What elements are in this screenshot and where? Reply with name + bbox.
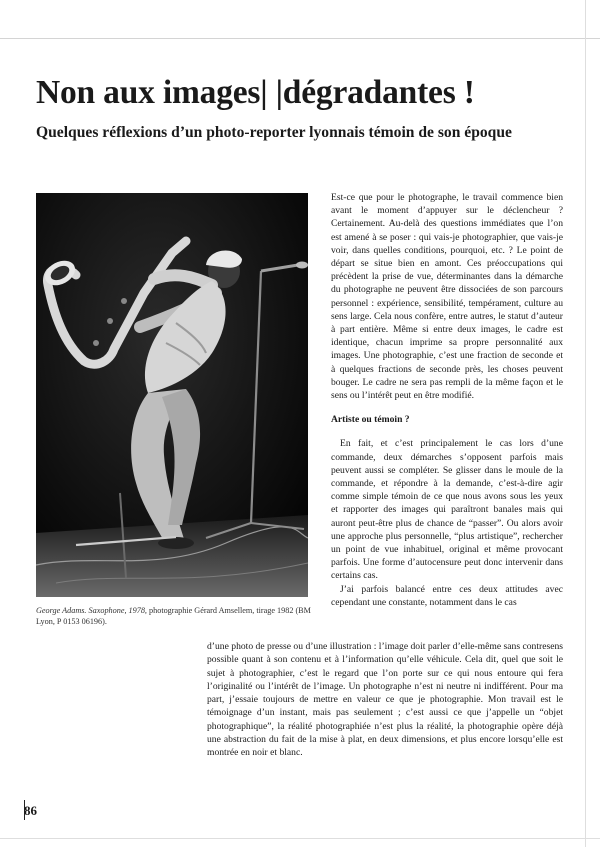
article-title: Non aux images| |dégradantes !: [36, 74, 475, 111]
saxophonist-photo: [36, 193, 308, 597]
page-edge-right: [585, 0, 586, 847]
saxophonist-illustration: [36, 193, 308, 597]
article-subtitle: Quelques réflexions d’un photo-reporter lyonnais témoin de son époque: [36, 124, 512, 141]
main-text-column: [331, 191, 563, 609]
body-paragraph-2: En fait, et c’est principalement le cas lors d’une commande, deux démarches s’opposent parfois mais peuvent aussi se compléter. Se glisser dans le moule de la commande, et répondre à la demande, c’est-à-dire agir comme simple témoin de ce que nous avons sous les yeux et rapporter des images qui paraîtront banales mais qui auront peut-être plus de chance de “passer”. Ou alors avoir une approche plus personnelle, “plus artistique”, rechercher un point de vue inhabituel, original et même provocant parfois. Une forme d’autocensure peut donc intervenir dans certains cas.: [331, 438, 563, 582]
body-paragraph-1: Est-ce que pour le photographe, le travail commence bien avant le moment d’appuyer sur le déclencheur ? Certainement. Au-delà des questions immédiates que l’on est amené à se poser : qui vais-je photographier, que vais-je voir, dans quelles conditions, pourquoi, etc. ? Le point de départ se situe bien en amont. Ces préoccupations qui précèdent la prise de vue, déterminantes dans la démarche du photographe ne peuvent être dissociées de son parcours personnel : expérience, sensibilité, tempérament, culture au sens large. Cela nous confère, entre autres, le statut d’auteur à part entière. Même si entre deux images, le cadre est identique, chacun imprime sa propre personnalité aux images. Une photographie, c’est une fraction de seconde et à quelques fractions de seconde près, les choses peuvent bouger. Le cadre ne sera pas rempli de la même façon et le sens ou l’intérêt peut en être modifié.: [331, 192, 563, 402]
photo-caption: [36, 605, 326, 627]
section-heading: Artiste ou témoin ?: [331, 414, 410, 426]
body-paragraph-3-continued: d’une photo de presse ou d’une illustration : l’image doit parler d’elle-même sans contresens possible quant à son contenu et à l’information qu’elle véhicule. Cela dit, quel que soit le sujet à photographier, c’est le regard que l’on porte sur ce qui nous entoure qui fera l’originalité ou l’intérêt de l’image. Un photographe n’est ni neutre ni indifférent. Pour ma part, j’essaie toujours de mettre en valeur ce que je photographie. Mon travail est le témoignage d’un instant, mais pas seulement ; c’est aussi ce que j’appelle un “objet photographique”, la réalité photographiée n’est plus la réalité, la photographie opère déjà une abstraction du fait de la mise à plat, en deux dimensions, et plus encore lorsqu’elle est montrée en noir et blanc.: [207, 641, 563, 759]
page-number: 86: [24, 803, 37, 818]
page-edge-bottom: [0, 838, 600, 839]
caption-credits: photographie Gérard Amsellem, tirage 1982 (BM Lyon, P 0153 06196).: [36, 606, 311, 626]
caption-artwork-title: George Adams. Saxophone, 1978,: [36, 606, 147, 615]
wide-text-block: [207, 640, 563, 760]
body-paragraph-3-start: J’ai parfois balancé entre ces deux attitudes avec cependant une constante, notamment dans le cas: [331, 583, 563, 608]
top-rule: [0, 38, 600, 39]
